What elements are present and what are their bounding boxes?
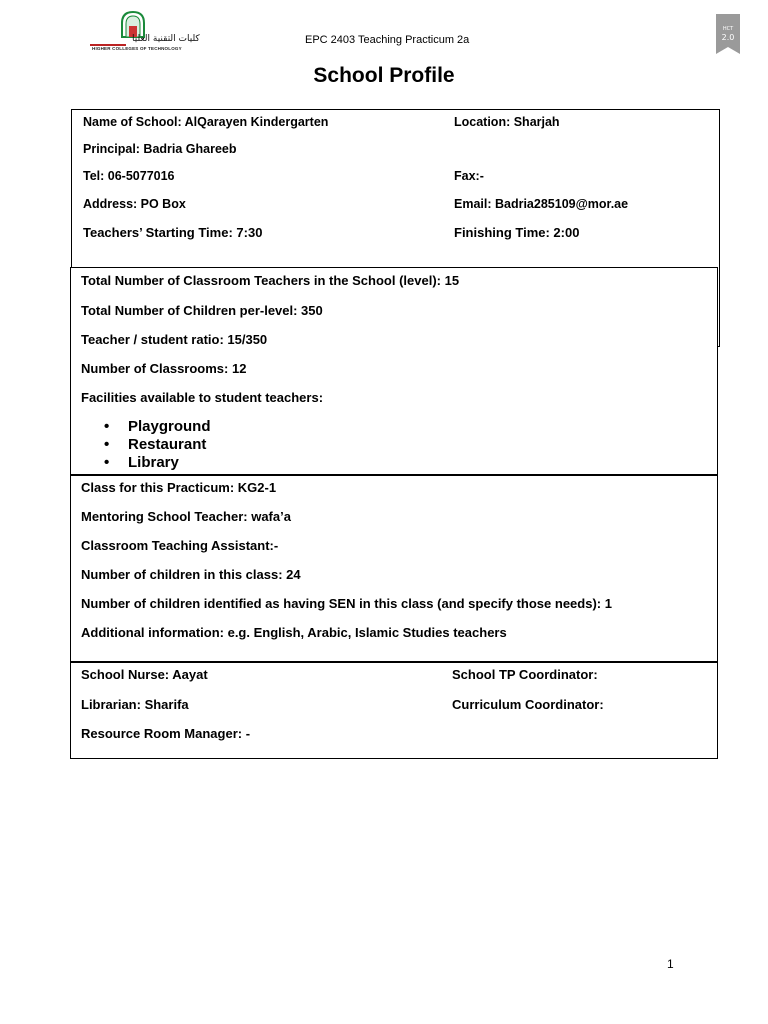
classrooms-count: Number of Classrooms: 12 — [81, 361, 247, 376]
svg-text:2.0: 2.0 — [721, 33, 735, 42]
finishing-time: Finishing Time: 2:00 — [454, 225, 580, 240]
mentoring-teacher: Mentoring School Teacher: wafa’a — [81, 509, 291, 524]
sen-children: Number of children identified as having SEN in this class (and specify those needs): 1 — [81, 596, 612, 611]
curriculum-coordinator: Curriculum Coordinator: — [452, 697, 604, 712]
school-name: Name of School: AlQarayen Kindergarten — [83, 115, 329, 129]
email: Email: Badria285109@mor.ae — [454, 197, 629, 211]
facility-list-item: • Playground — [104, 418, 211, 435]
telephone: Tel: 06-5077016 — [83, 169, 175, 183]
resource-room-manager: Resource Room Manager: - — [81, 726, 251, 741]
class-children-count: Number of children in this class: 24 — [81, 567, 301, 582]
principal: Principal: Badria Ghareeb — [83, 142, 237, 156]
librarian: Librarian: Sharifa — [81, 697, 189, 712]
teaching-assistant: Classroom Teaching Assistant:- — [81, 538, 279, 553]
hct-logo — [86, 10, 200, 52]
address: Address: PO Box — [83, 197, 186, 211]
facility-list-item: • Restaurant — [104, 436, 207, 453]
tp-coordinator: School TP Coordinator: — [452, 667, 598, 682]
school-location: Location: Sharjah — [454, 115, 560, 129]
facilities-label: Facilities available to student teachers: — [81, 390, 324, 405]
svg-text:HCT: HCT — [722, 26, 734, 32]
logo-arabic-text: كليات التقنية العليا — [132, 34, 200, 44]
logo-english-text: HIGHER COLLEGES OF TECHNOLOGY — [92, 46, 182, 51]
hct-badge-icon — [716, 14, 740, 54]
practicum-class: Class for this Practicum: KG2-1 — [81, 480, 277, 495]
fax: Fax:- — [454, 169, 484, 183]
teacher-student-ratio: Teacher / student ratio: 15/350 — [81, 332, 268, 347]
starting-time: Teachers’ Starting Time: 7:30 — [83, 225, 263, 240]
course-header: EPC 2403 Teaching Practicum 2a — [305, 34, 470, 46]
school-nurse: School Nurse: Aayat — [81, 667, 208, 682]
facility-list-item: • Library — [104, 454, 179, 471]
children-count: Total Number of Children per-level: 350 — [81, 303, 323, 318]
additional-info: Additional information: e.g. English, Arabic, Islamic Studies teachers — [81, 625, 507, 640]
teachers-count: Total Number of Classroom Teachers in the School (level): 15 — [81, 273, 460, 288]
page-number: 1 — [667, 957, 674, 971]
page-title: School Profile — [313, 64, 455, 87]
